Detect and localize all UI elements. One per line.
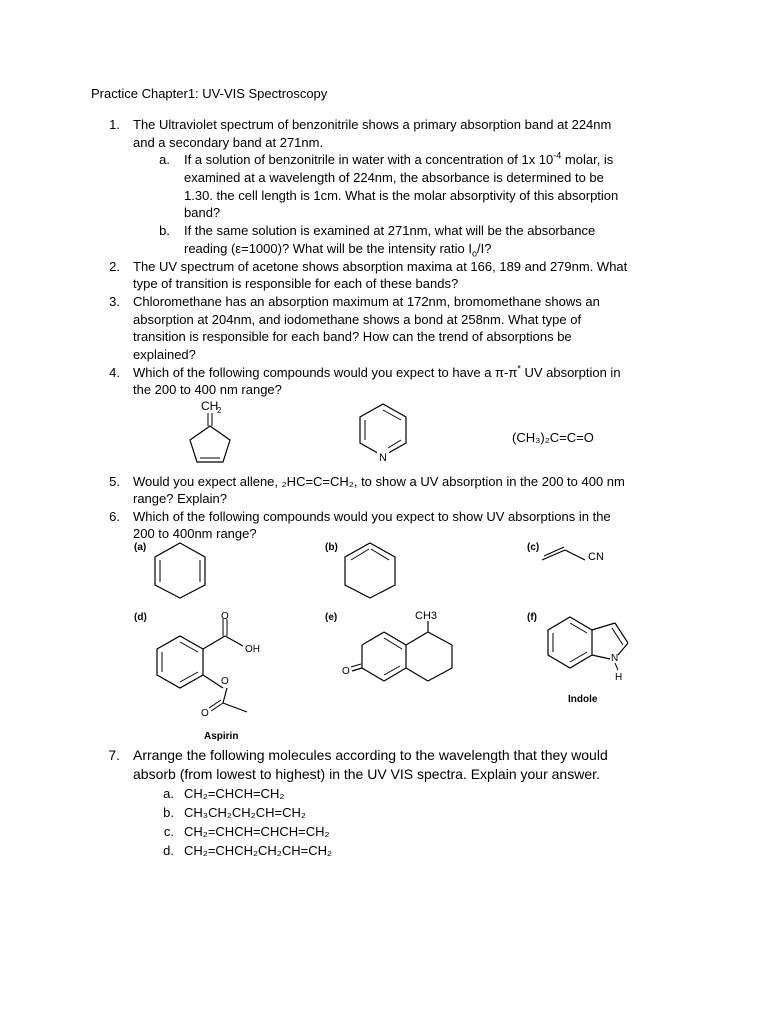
question-number: 1. [109, 117, 120, 132]
question-text: Which of the following compounds would you expect to show UV absorptions in the [133, 509, 611, 524]
question-text: The Ultraviolet spectrum of benzonitrile shows a primary absorption band at 224nm [133, 117, 612, 132]
question-number: 6. [109, 509, 120, 524]
question-number: 3. [109, 294, 120, 309]
indole-label: Indole [568, 694, 598, 705]
question-text: absorb (from lowest to highest) in the UV VIS spectra. Explain your answer. [133, 766, 600, 782]
question-text: the 200 to 400 nm range? [133, 382, 282, 397]
compound-label: (c) [527, 542, 540, 553]
page-title: Practice Chapter1: UV-VIS Spectroscopy [91, 86, 328, 101]
question-text: The UV spectrum of acetone shows absorption maxima at 166, 189 and 279nm. What [133, 259, 628, 274]
compound-label: (f) [527, 612, 537, 623]
question-text: type of transition is responsible for each of these bands? [133, 276, 459, 291]
subpart-letter: b. [163, 805, 174, 820]
molecule-formula: CH₂=CHCH₂CH₂CH=CH₂ [184, 843, 333, 858]
svg-text:O: O [221, 611, 229, 622]
cyclohexa-1-3-diene-structure [335, 540, 405, 600]
question-number: 5. [109, 474, 120, 489]
methylenecyclopentene-structure [175, 395, 245, 470]
question-number: 2. [109, 259, 120, 274]
svg-text:CH: CH [201, 399, 219, 413]
ketene-formula: (CH₃)₂C=C=O [512, 430, 594, 445]
subpart-text: band? [184, 205, 221, 220]
subpart-text: reading (ε=1000)? What will be the intensity ratio $I_o/I$? [184, 241, 492, 259]
question-text: Arrange the following molecules according to the wavelength that they would [133, 747, 608, 763]
subpart-letter: b. [159, 223, 170, 238]
svg-text:CN: CN [588, 551, 604, 563]
question-number: 4. [109, 365, 120, 380]
svg-text:O: O [342, 666, 350, 677]
question-text: transition is responsible for each band? How can the trend of absorptions be [133, 329, 572, 344]
svg-text:N: N [611, 653, 619, 664]
question-text: absorption at 204nm, and iodomethane shows a bond at 258nm. What type of [133, 312, 582, 327]
aspirin-structure [145, 608, 275, 723]
subpart-letter: a. [159, 152, 170, 167]
indole-structure [540, 605, 650, 685]
subpart-letter: d. [163, 843, 174, 858]
question-text: 200 to 400nm range? [133, 526, 257, 541]
question-text: Would you expect allene, ₂HC=C=CH₂, to show a UV absorption in the 200 to 400 nm [133, 474, 625, 489]
molecule-formula: CH₂=CHCH=CH₂ [184, 786, 285, 801]
svg-text:OH: OH [245, 644, 260, 655]
subpart-text: If the same solution is examined at 271nm, what will be the absorbance [184, 223, 596, 238]
acrylonitrile-structure [540, 538, 620, 568]
compound-label: (e) [325, 612, 338, 623]
compound-label: (b) [325, 542, 338, 553]
subpart-text: examined at a wavelength of 224nm, the absorbance is determined to be [184, 170, 604, 185]
svg-text:2: 2 [217, 406, 222, 415]
subpart-text: If a solution of benzonitrile in water with a concentration of 1x $10^{-4}$ molar, is [184, 150, 614, 167]
aspirin-label: Aspirin [204, 731, 239, 742]
svg-text:H: H [615, 672, 623, 683]
svg-text:O: O [221, 676, 229, 687]
svg-text:CH3: CH3 [415, 610, 438, 622]
subpart-letter: c. [163, 824, 174, 839]
cyclohexa-1-4-diene-structure [145, 540, 215, 600]
question-text: explained? [133, 347, 196, 362]
subpart-letter: a. [163, 786, 174, 801]
molecule-formula: CH₂=CHCH=CHCH=CH₂ [184, 824, 330, 839]
svg-text:N: N [379, 452, 387, 464]
octalone-structure [340, 605, 480, 685]
question-text: Chloromethane has an absorption maximum at 172nm, bromomethane shows an [133, 294, 600, 309]
subpart-text: 1.30. the cell length is 1cm. What is the molar absorptivity of this absorption [184, 188, 619, 203]
question-text: range? Explain? [133, 491, 227, 506]
pyridine-structure [355, 400, 415, 465]
compound-label: (d) [134, 612, 147, 623]
question-text: Which of the following compounds would you expect to have a π-π* UV absorption in [133, 363, 621, 380]
question-number: 7. [108, 747, 120, 763]
svg-text:O: O [201, 708, 209, 719]
compound-label: (a) [134, 542, 147, 553]
molecule-formula: CH₃CH₂CH₂CH=CH₂ [184, 805, 306, 820]
question-text: and a secondary band at 271nm. [133, 135, 324, 150]
